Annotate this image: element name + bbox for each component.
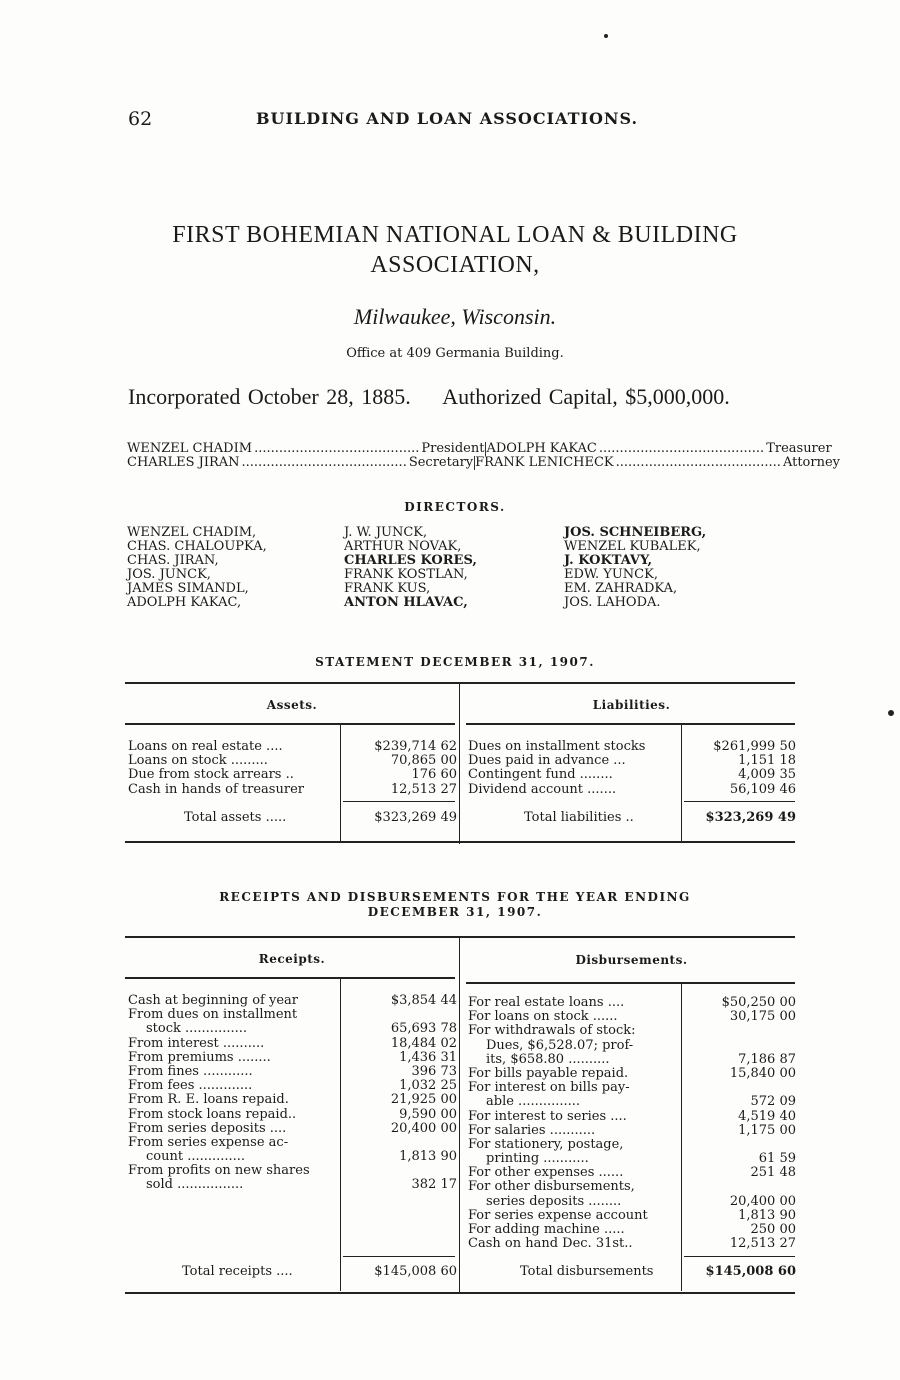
receipt-label: From dues on installment bbox=[128, 1007, 298, 1023]
officer-name: WENZEL CHADIM bbox=[127, 441, 253, 456]
director-name: CHAS. CHALOUPKA, bbox=[127, 539, 267, 554]
disbursement-amount bbox=[683, 1024, 796, 1038]
receipts-title bbox=[100, 890, 810, 920]
assets-amounts bbox=[342, 740, 457, 797]
receipt-label: stock ............... bbox=[146, 1021, 247, 1037]
disbursement-amount: 1,813 90 bbox=[738, 1207, 796, 1223]
officer-entry bbox=[485, 442, 831, 456]
receipt-label: From stock loans repaid.. bbox=[128, 1106, 297, 1122]
asset-label: Cash in hands of treasurer bbox=[128, 781, 304, 797]
statement-title: STATEMENT DECEMBER 31, 1907. bbox=[315, 655, 595, 669]
director-name: JOS. LAHODA. bbox=[564, 595, 661, 610]
asset-label: Due from stock arrears .. bbox=[128, 767, 294, 783]
disbursement-amount: 61 59 bbox=[758, 1151, 796, 1167]
receipt-label: sold ................ bbox=[146, 1177, 244, 1193]
total-receipts-amount: $145,008 60 bbox=[374, 1264, 457, 1279]
directors-column-3 bbox=[564, 526, 706, 610]
receipts-amount-divider bbox=[340, 979, 341, 1291]
disbursement-label: For other expenses ...... bbox=[468, 1165, 624, 1181]
asset-amount: $239,714 62 bbox=[374, 739, 457, 754]
disbursement-amount: $50,250 00 bbox=[721, 995, 796, 1010]
officer-role: Secretary bbox=[408, 455, 474, 470]
officer-entry bbox=[474, 456, 840, 470]
disbursement-amount bbox=[683, 1039, 796, 1053]
assets-header-rule bbox=[125, 723, 455, 725]
assets-heading: Assets. bbox=[266, 698, 318, 712]
disbursement-amount: 15,840 00 bbox=[729, 1065, 796, 1081]
asset-amount: 176 60 bbox=[411, 767, 457, 783]
disbursement-label: For other disbursements, bbox=[468, 1179, 635, 1195]
liability-label: Contingent fund ........ bbox=[468, 767, 613, 783]
receipt-label: From series expense ac- bbox=[128, 1134, 289, 1150]
receipt-amount: 382 17 bbox=[411, 1177, 457, 1193]
liabilities-amounts bbox=[683, 740, 796, 797]
total-assets-label: Total assets ..... bbox=[184, 810, 287, 825]
incorporated-date: Incorporated October 28, 1885. bbox=[128, 384, 411, 409]
disbursement-amount: 250 00 bbox=[750, 1222, 796, 1237]
association-name bbox=[100, 220, 810, 280]
disbursement-amount: 251 48 bbox=[750, 1165, 796, 1181]
receipt-amount bbox=[342, 1136, 457, 1150]
total-liabilities-amount: $323,269 49 bbox=[705, 810, 796, 825]
director-name: CHARLES KORES, bbox=[344, 553, 477, 568]
total-receipts-label: Total receipts .... bbox=[182, 1264, 293, 1279]
receipt-amount bbox=[342, 1164, 457, 1178]
disbursements-labels bbox=[468, 996, 648, 1251]
receipt-label: From fees ............. bbox=[128, 1078, 253, 1094]
total-assets-amount: $323,269 49 bbox=[374, 810, 457, 825]
director-name: FRANK KUS, bbox=[344, 581, 431, 596]
statement-top-rule bbox=[125, 682, 795, 684]
statement-center-divider bbox=[459, 684, 460, 844]
total-disbursements-amount: $145,008 60 bbox=[705, 1264, 796, 1279]
disbursement-label: For withdrawals of stock: bbox=[468, 1023, 636, 1039]
running-title: BUILDING AND LOAN ASSOCIATIONS. bbox=[256, 109, 639, 128]
page-number: 62 bbox=[128, 108, 153, 130]
receipt-label: From series deposits .... bbox=[128, 1120, 287, 1136]
receipt-label: count .............. bbox=[146, 1149, 246, 1165]
disbursement-label: For stationery, postage, bbox=[468, 1136, 624, 1152]
director-name: WENZEL KUBALEK, bbox=[564, 539, 701, 554]
liabilities-amount-divider bbox=[681, 725, 682, 843]
disbursement-amount bbox=[683, 1081, 796, 1095]
receipts-subtotal-rule bbox=[343, 1256, 455, 1257]
director-name: ADOLPH KAKAC, bbox=[127, 595, 242, 610]
receipt-amount: 1,813 90 bbox=[399, 1149, 457, 1165]
director-name: ANTON HLAVAC, bbox=[344, 595, 468, 610]
director-name: EDW. YUNCK, bbox=[564, 567, 658, 582]
liabilities-labels bbox=[468, 740, 645, 797]
officer-name: CHARLES JIRAN bbox=[127, 455, 240, 470]
director-name: WENZEL CHADIM, bbox=[127, 525, 257, 540]
print-speck bbox=[888, 710, 894, 716]
disbursement-amount: 1,175 00 bbox=[738, 1122, 796, 1138]
association-name-line1: FIRST BOHEMIAN NATIONAL LOAN & BUILDING bbox=[172, 222, 738, 248]
receipt-amount: 1,436 31 bbox=[399, 1049, 457, 1065]
director-name: JOS. SCHNEIBERG, bbox=[564, 525, 707, 540]
assets-labels bbox=[128, 740, 304, 797]
officer-name: FRANK LENICHECK bbox=[475, 455, 614, 470]
receipt-label: From profits on new shares bbox=[128, 1163, 310, 1179]
liability-label: Dues paid in advance ... bbox=[468, 753, 626, 769]
disbursement-label: For interest to series .... bbox=[468, 1108, 627, 1124]
directors-column-1 bbox=[127, 526, 267, 610]
receipts-center-divider bbox=[459, 938, 460, 1292]
disbursement-amount: 4,519 40 bbox=[738, 1108, 796, 1124]
officer-entry bbox=[127, 442, 484, 456]
director-name: CHAS. JIRAN, bbox=[127, 553, 219, 568]
receipts-bottom-rule bbox=[125, 1292, 795, 1294]
receipt-label: From premiums ........ bbox=[128, 1049, 271, 1065]
receipts-title-line2: DECEMBER 31, 1907. bbox=[367, 905, 543, 919]
director-name: JAMES SIMANDL, bbox=[127, 581, 249, 596]
receipt-label: From fines ............ bbox=[128, 1063, 253, 1079]
incorporation-line bbox=[128, 384, 730, 410]
receipts-amounts bbox=[342, 994, 457, 1193]
disbursements-heading: Disbursements. bbox=[575, 953, 688, 967]
receipts-labels bbox=[128, 994, 310, 1193]
director-name: J. KOKTAVY, bbox=[564, 553, 653, 568]
liability-amount: $261,999 50 bbox=[713, 739, 796, 754]
disbursement-amount: 7,186 87 bbox=[738, 1051, 796, 1067]
director-name: EM. ZAHRADKA, bbox=[564, 581, 678, 596]
disbursement-amount bbox=[683, 1138, 796, 1152]
asset-label: Loans on stock ......... bbox=[128, 753, 268, 769]
disbursement-amount: 20,400 00 bbox=[729, 1193, 796, 1209]
receipts-header-rule bbox=[125, 977, 455, 979]
receipt-amount bbox=[342, 1008, 457, 1022]
disbursement-label: For adding machine ..... bbox=[468, 1222, 625, 1237]
receipt-label: From R. E. loans repaid. bbox=[128, 1092, 289, 1108]
disbursement-amount: 12,513 27 bbox=[729, 1236, 796, 1252]
asset-label: Loans on real estate .... bbox=[128, 739, 283, 754]
disbursement-amount bbox=[683, 1180, 796, 1194]
officer-entry bbox=[127, 456, 473, 470]
directors-column-2 bbox=[344, 526, 477, 610]
disbursement-amount: 30,175 00 bbox=[729, 1009, 796, 1025]
disbursement-label: Dues, $6,528.07; prof- bbox=[486, 1037, 634, 1053]
disbursement-label: For loans on stock ...... bbox=[468, 1009, 618, 1025]
director-name: ARTHUR NOVAK, bbox=[344, 539, 462, 554]
asset-amount: 70,865 00 bbox=[390, 753, 457, 769]
officers-block bbox=[127, 441, 840, 470]
director-name: J. W. JUNCK, bbox=[344, 525, 428, 540]
director-name: FRANK KOSTLAN, bbox=[344, 567, 468, 582]
receipt-amount: 21,925 00 bbox=[390, 1092, 457, 1108]
receipt-amount: $3,854 44 bbox=[390, 993, 457, 1008]
liabilities-subtotal-rule bbox=[684, 801, 795, 802]
liability-amount: 4,009 35 bbox=[738, 767, 796, 783]
officer-name: ADOLPH KAKAC bbox=[486, 441, 597, 456]
disbursement-label: For series expense account bbox=[468, 1207, 648, 1223]
asset-amount: 12,513 27 bbox=[390, 781, 457, 797]
disbursement-amount: 572 09 bbox=[750, 1094, 796, 1110]
disbursement-label: Cash on hand Dec. 31st.. bbox=[468, 1236, 633, 1252]
receipts-top-rule bbox=[125, 936, 795, 938]
liability-amount: 1,151 18 bbox=[738, 753, 796, 769]
receipt-amount: 20,400 00 bbox=[390, 1120, 457, 1136]
disbursement-label: For real estate loans .... bbox=[468, 995, 625, 1010]
disbursements-subtotal-rule bbox=[684, 1256, 795, 1257]
receipt-amount: 65,693 78 bbox=[390, 1021, 457, 1037]
association-city: Milwaukee, Wisconsin. bbox=[353, 304, 557, 329]
disbursement-label: For interest on bills pay- bbox=[468, 1080, 630, 1096]
officer-role: Attorney bbox=[782, 455, 840, 470]
disbursement-label: its, $658.80 .......... bbox=[486, 1051, 610, 1067]
liabilities-header-rule bbox=[466, 723, 795, 725]
director-name: JOS. JUNCK, bbox=[127, 567, 211, 582]
receipt-label: From interest .......... bbox=[128, 1035, 265, 1051]
disbursements-amount-divider bbox=[681, 984, 682, 1291]
officer-role: President bbox=[421, 441, 485, 456]
officer-role: Treasurer bbox=[766, 441, 832, 456]
liability-amount: 56,109 46 bbox=[729, 781, 796, 797]
office-address: Office at 409 Germania Building. bbox=[346, 346, 564, 361]
disbursements-amounts bbox=[683, 996, 796, 1251]
liability-label: Dues on installment stocks bbox=[468, 739, 646, 754]
disbursement-label: able ............... bbox=[486, 1094, 581, 1110]
liability-label: Dividend account ....... bbox=[468, 781, 617, 797]
receipt-amount: 9,590 00 bbox=[399, 1106, 457, 1122]
print-speck bbox=[604, 34, 608, 38]
assets-amount-divider bbox=[340, 725, 341, 843]
receipt-label: Cash at beginning of year bbox=[128, 993, 298, 1008]
authorized-capital: Authorized Capital, $5,000,000. bbox=[442, 384, 730, 409]
disbursement-label: For salaries ........... bbox=[468, 1122, 596, 1138]
receipt-amount: 1,032 25 bbox=[399, 1078, 457, 1094]
total-liabilities-label: Total liabilities .. bbox=[524, 810, 634, 825]
liabilities-heading: Liabilities. bbox=[592, 698, 671, 712]
disbursement-label: For bills payable repaid. bbox=[468, 1065, 629, 1081]
total-disbursements-label: Total disbursements bbox=[520, 1264, 654, 1279]
association-name-line2: ASSOCIATION, bbox=[370, 252, 540, 278]
directors-title: DIRECTORS. bbox=[404, 500, 506, 514]
disbursement-label: printing ........... bbox=[486, 1151, 589, 1167]
statement-bottom-rule bbox=[125, 841, 795, 843]
receipt-amount: 396 73 bbox=[411, 1063, 457, 1079]
disbursement-label: series deposits ........ bbox=[486, 1193, 622, 1209]
receipts-title-line1: RECEIPTS AND DISBURSEMENTS FOR THE YEAR ENDING bbox=[219, 890, 691, 904]
receipt-amount: 18,484 02 bbox=[390, 1035, 457, 1051]
assets-subtotal-rule bbox=[343, 801, 455, 802]
receipts-heading: Receipts. bbox=[258, 952, 326, 966]
disbursements-header-rule bbox=[466, 982, 795, 984]
